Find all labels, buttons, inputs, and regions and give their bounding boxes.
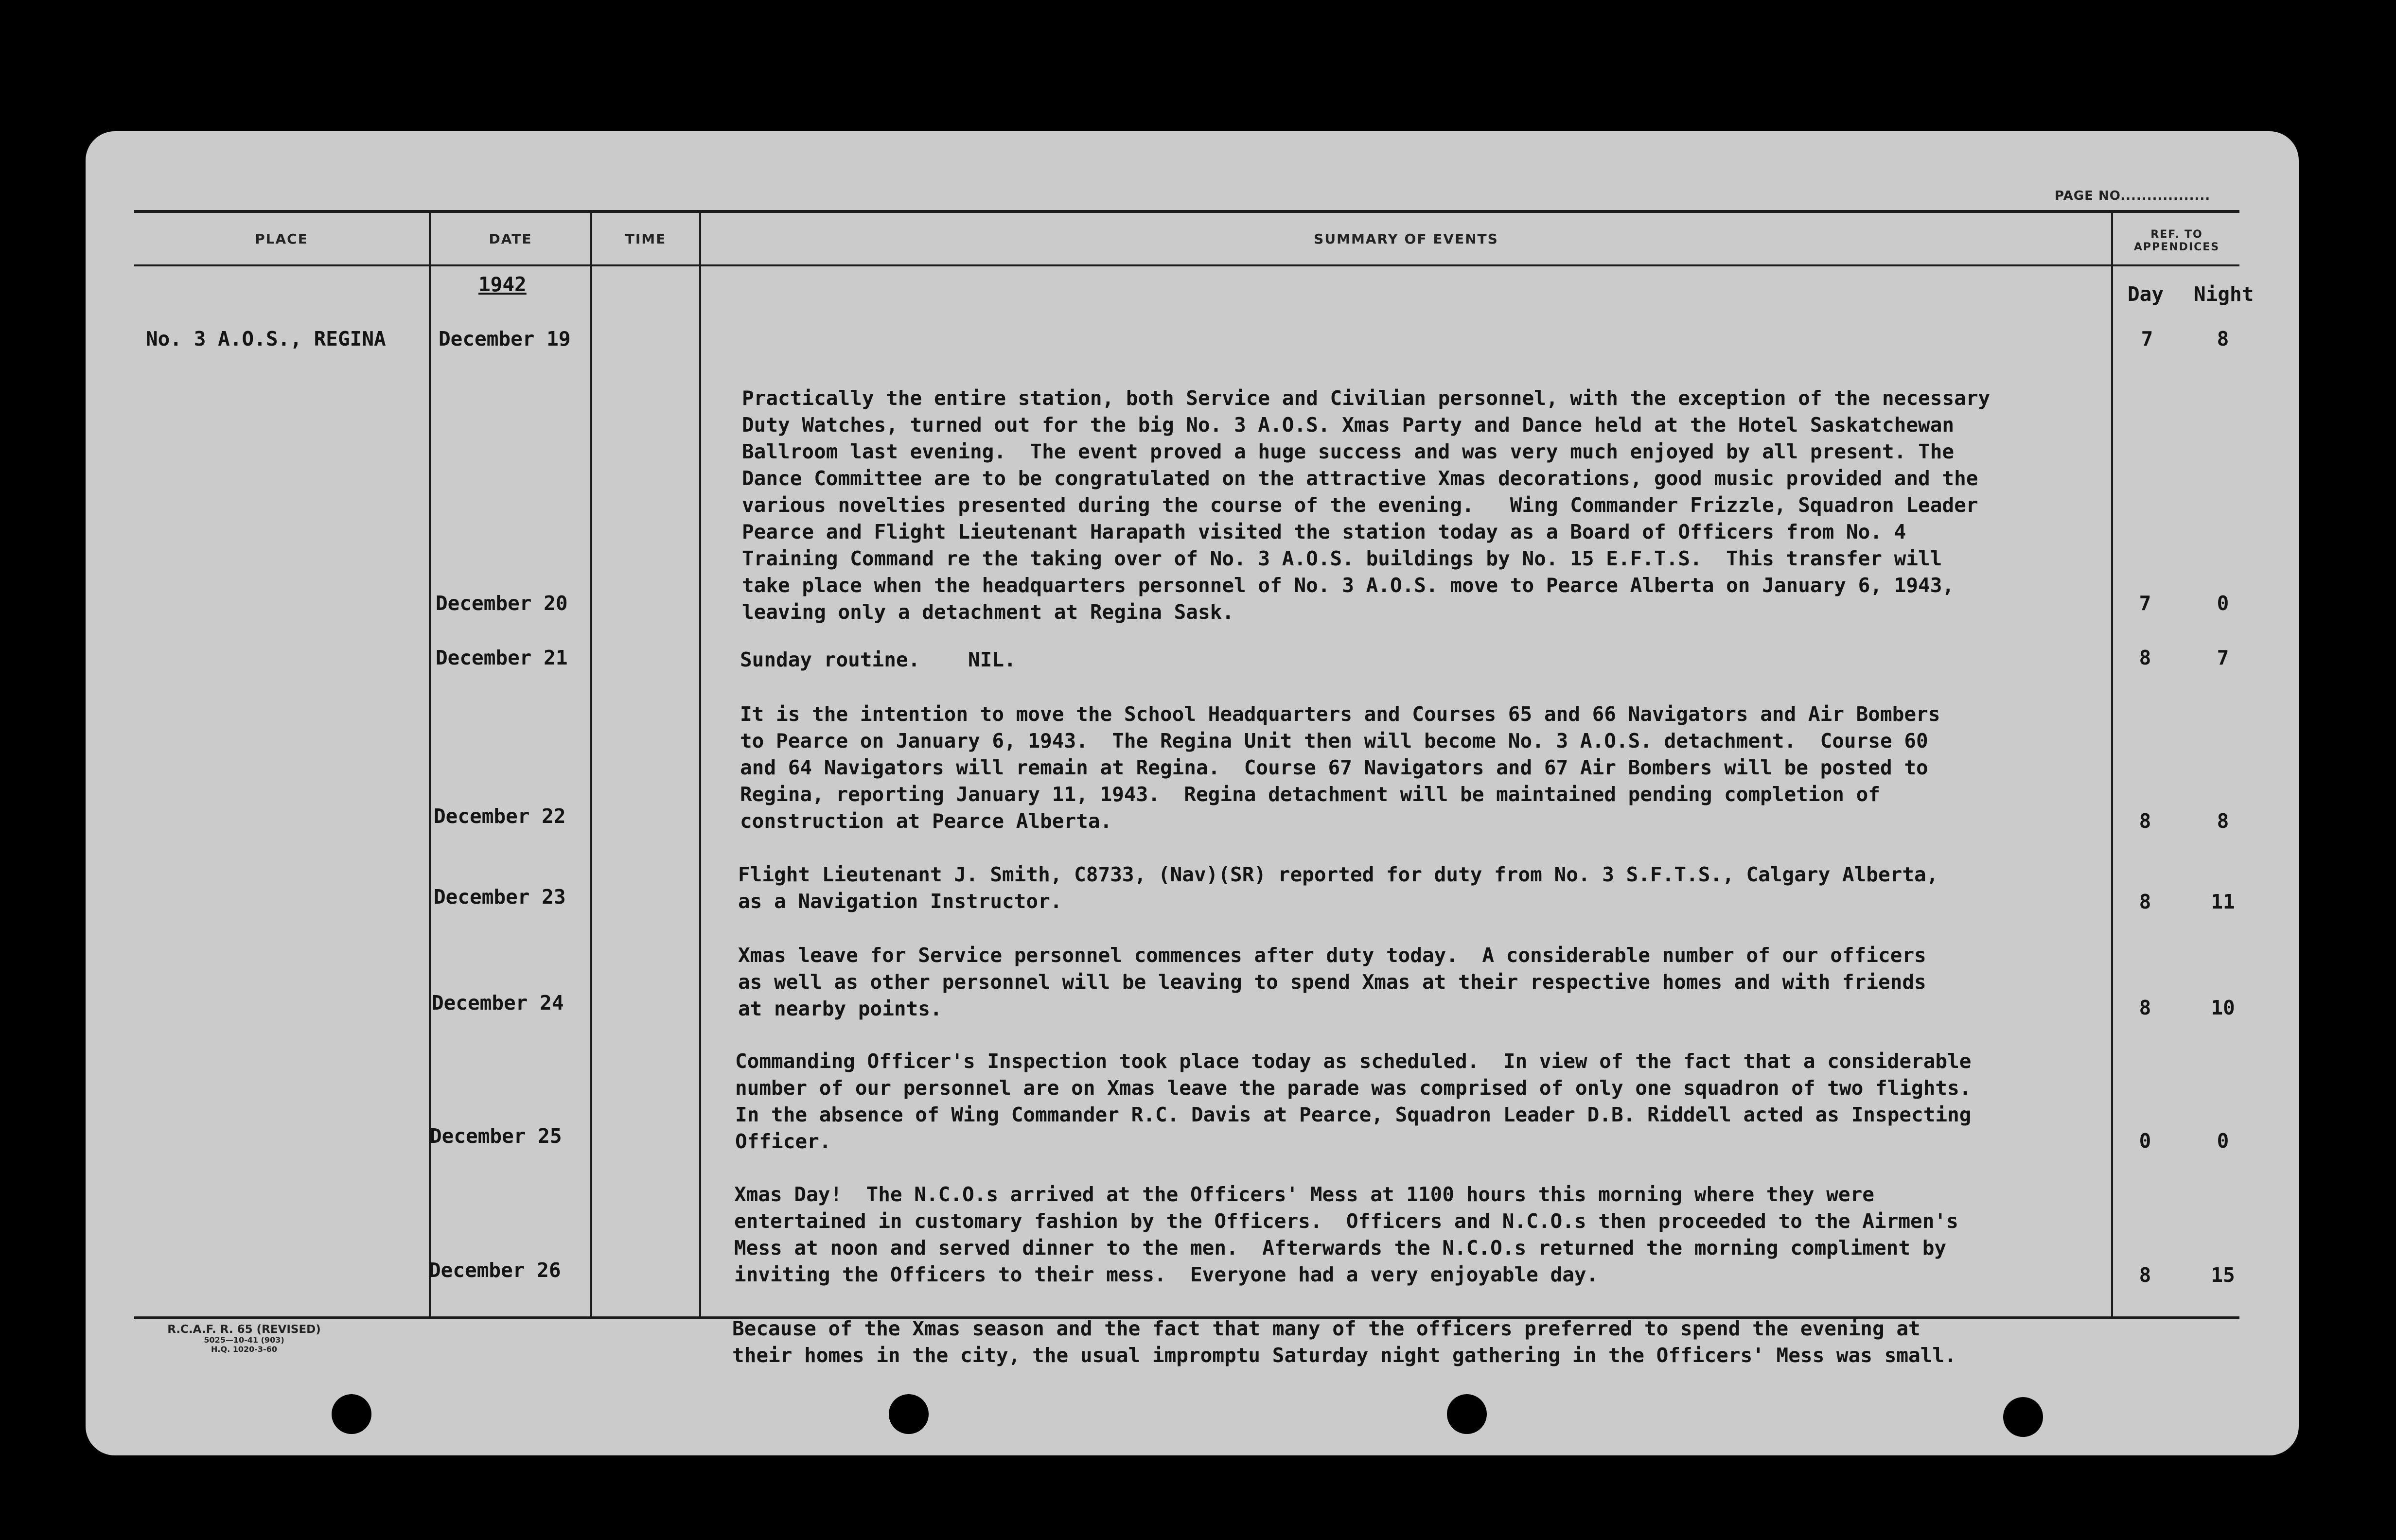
entry-night-count: 8 [2217, 809, 2229, 833]
entry-date: December 24 [432, 991, 564, 1015]
year-label: 1942 [478, 273, 527, 296]
entry-date: December 26 [429, 1259, 561, 1282]
summary-header: SUMMARY OF EVENTS [1314, 231, 1498, 247]
time-header: TIME [625, 231, 667, 247]
form-identifier: R.C.A.F. R. 65 (REVISED) 5025—10-41 (903) H.Q. 1020-3-60 [167, 1323, 321, 1354]
entry-date: December 20 [436, 592, 568, 615]
punch-hole [332, 1394, 371, 1434]
punch-hole [889, 1394, 929, 1434]
entry-summary: Xmas Day! The N.C.O.s arrived at the Officers' Mess at 1100 hours this morning where they were entertained in customary fashion by the Officers. Officers and N.C.O.s then proceeded to the Airmen's Mess at noon and served dinner to the men. Afterwards the N.C.O.s returned the morning compliment by inviting the Officers to their mess. Everyone had a very enjoyable day. [734, 1183, 1958, 1286]
punch-hole [1447, 1394, 1487, 1434]
entry-date: December 19 [439, 327, 571, 350]
entry-night-count: 10 [2211, 996, 2235, 1019]
punch-hole [2003, 1397, 2043, 1437]
entry-date: December 22 [434, 805, 566, 828]
column-divider-date [590, 210, 592, 1318]
header-rule [134, 264, 2239, 266]
entry-day-count: 8 [2139, 646, 2151, 669]
page-number-label: PAGE NO................. [2055, 189, 2211, 203]
place-header: PLACE [255, 231, 308, 247]
entry-night-count: 8 [2217, 327, 2229, 350]
entry-summary: Commanding Officer's Inspection took place today as scheduled. In view of the fact that a considerable number of our personnel are on Xmas leave the parade was comprised of only one squadron of two flights. In the absence of Wing Commander R.C. Davis at Pearce, Squadron Leader D.B. Riddell acted as Inspecting Officer. [735, 1050, 1972, 1153]
entry-night-count: 0 [2217, 1129, 2229, 1153]
column-divider-place [429, 210, 431, 1318]
entry-summary: Xmas leave for Service personnel commences after duty today. A considerable number of our officers as well as other personnel will be leaving to spend Xmas at their respective homes and with friends at nearby points. [738, 944, 1926, 1020]
entry-night-count: 15 [2211, 1263, 2235, 1287]
entry-summary: It is the intention to move the School Headquarters and Courses 65 and 66 Navigators and Air Bombers to Pearce on January 6, 1943. The Regina Unit then will become No. 3 A.O.S. detachment. Course 60 and 64 Navigators will remain at Regina. Course 67 Navigators and 67 Air Bombers will be posted to Regina, reporting January 11, 1943. Regina detachment will be maintained pending completion of construction at Pearce Alberta. [740, 702, 1940, 833]
entry-summary: Practically the entire station, both Service and Civilian personnel, with the exception of the necessary Duty Watches, turned out for the big No. 3 A.O.S. Xmas Party and Dance held at the Hotel Saskatchewan Ballroom last evening. The event proved a huge success and was very much enjoyed by all present. The Dance Committee are to be congratulated on the attractive Xmas decorations, good music provided and the various novelties presented during the course of the evening. Wing Commander Frizzle, Squadron Leader Pearce and Flight Lieutenant Harapath visited the station today as a Board of Officers from No. 4 Training Command re the taking over of No. 3 A.O.S. buildings by No. 15 E.F.T.S. This transfer will take place when the headquarters personnel of No. 3 A.O.S. move to Pearce Alberta on January 6, 1943, leaving only a detachment at Regina Sask. [742, 386, 1991, 624]
entry-day-count: 7 [2139, 592, 2151, 615]
date-header: DATE [489, 231, 532, 247]
entry-day-count: 8 [2139, 996, 2151, 1019]
entry-night-count: 0 [2217, 592, 2229, 615]
day-header: Day [2128, 282, 2164, 306]
entry-night-count: 11 [2211, 890, 2235, 913]
entry-summary: Because of the Xmas season and the fact that many of the officers preferred to spend the evening at their homes in the city, the usual impromptu Saturday night gathering in the Officers' Mess was small. [732, 1317, 1956, 1367]
ref-appendices-header: REF. TO APPENDICES [2133, 228, 2220, 253]
entry-date: December 21 [436, 646, 568, 669]
entry-date: December 25 [430, 1124, 562, 1148]
entry-summary: Flight Lieutenant J. Smith, C8733, (Nav)(SR) reported for duty from No. 3 S.F.T.S., Calgary Alberta, as a Navigation Instructor. [738, 863, 1938, 913]
entry-summary: Sunday routine. NIL. [740, 648, 1016, 671]
entry-day-count: 7 [2141, 327, 2153, 350]
column-divider-time [699, 210, 701, 1318]
entry-day-count: 8 [2139, 1263, 2151, 1287]
place-name: No. 3 A.O.S., REGINA [146, 327, 386, 350]
entry-day-count: 0 [2139, 1129, 2151, 1153]
diary-card [86, 131, 2299, 1455]
night-header: Night [2194, 282, 2254, 306]
top-rule [134, 210, 2239, 213]
entry-night-count: 7 [2217, 646, 2229, 669]
entry-date: December 23 [434, 885, 566, 909]
entry-day-count: 8 [2139, 890, 2151, 913]
entry-day-count: 8 [2139, 809, 2151, 833]
column-divider-summary [2111, 210, 2113, 1318]
